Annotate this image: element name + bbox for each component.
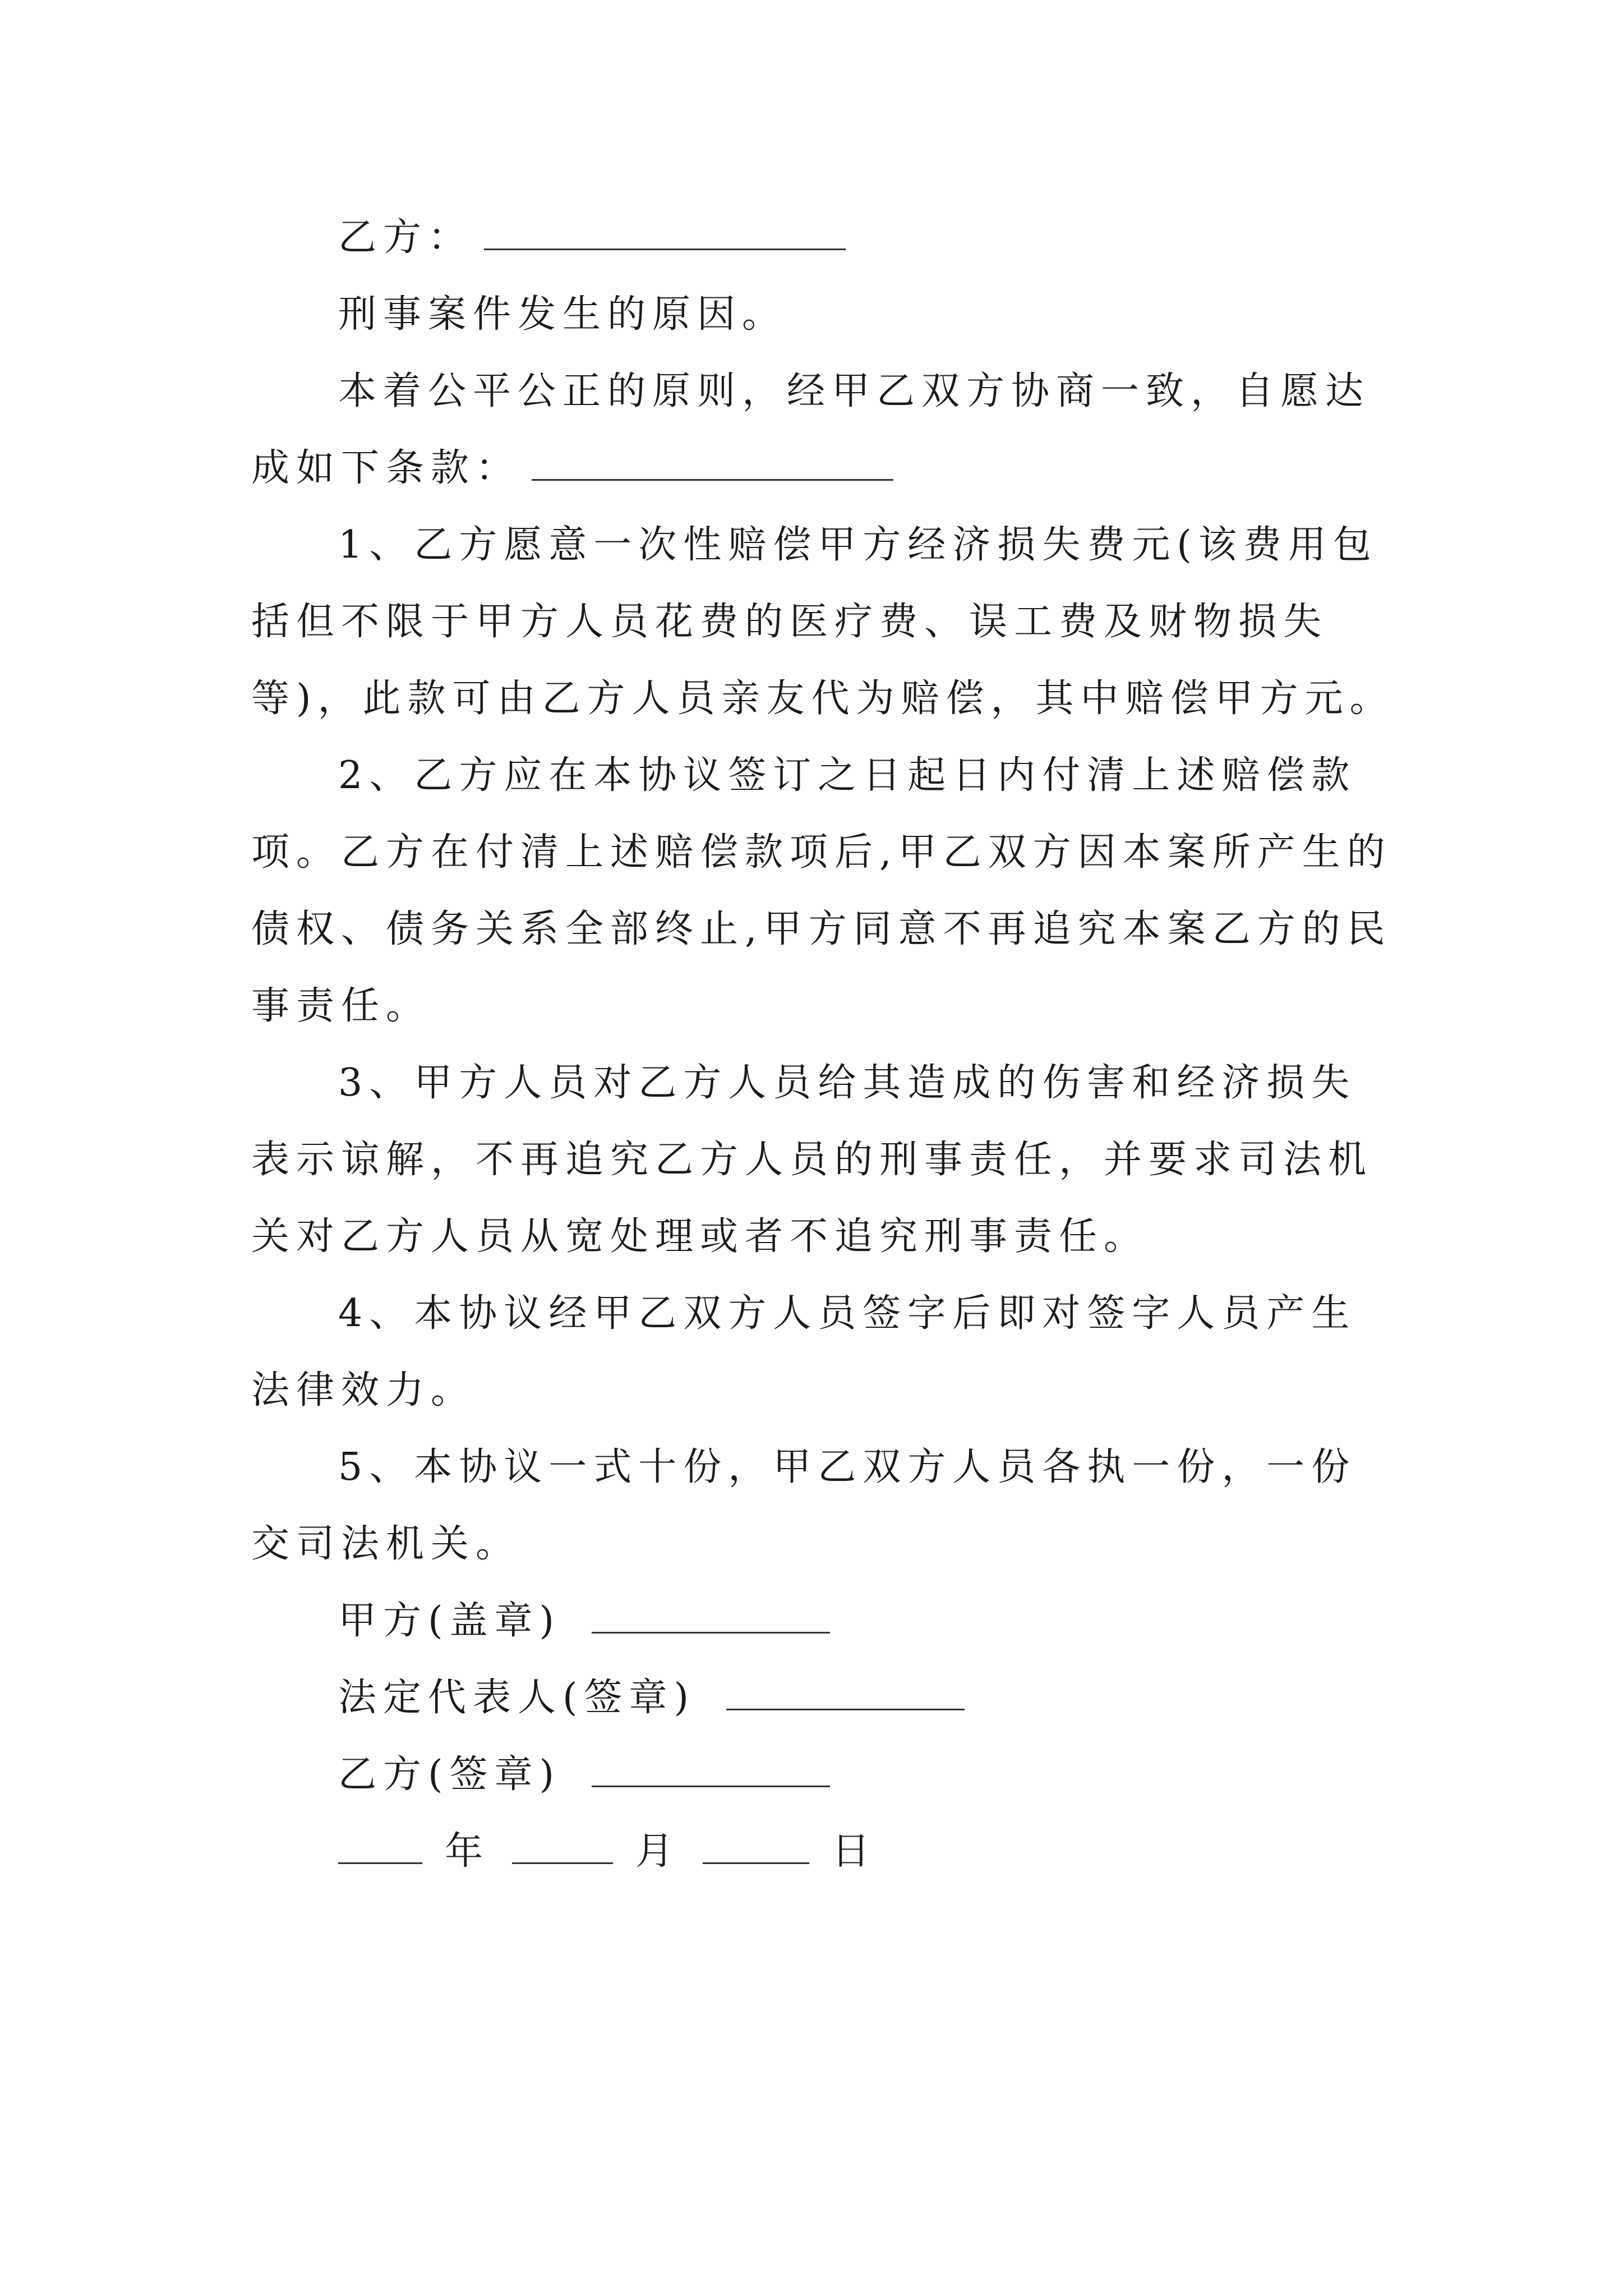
party-a-seal-blank[interactable] [592, 1591, 830, 1634]
party-b-sign-line [251, 1736, 1395, 1813]
party-b-sign-blank[interactable] [592, 1745, 830, 1787]
principle-paragraph [251, 353, 1395, 507]
party-b-blank[interactable] [484, 208, 846, 250]
month-blank[interactable] [512, 1822, 613, 1864]
party-b-line [251, 199, 1395, 276]
day-label: 日 [832, 1829, 877, 1874]
legal-rep-blank[interactable] [726, 1668, 965, 1710]
agreement-body [251, 199, 1395, 1890]
legal-rep-line [251, 1659, 1395, 1736]
party-a-seal-line [251, 1582, 1395, 1659]
clause-2: 2、乙方应在本协议签订之日起日内付清上述赔偿款项。乙方在付清上述赔偿款项后,甲乙双方因本案所产生的债权、债务关系全部终止,甲方同意不再追究本案乙方的民事责任。 [251, 753, 1392, 1028]
day-blank[interactable] [703, 1822, 809, 1864]
party-b-label: 乙方： [338, 215, 473, 260]
party-a-seal-label: 甲方(盖章) [338, 1599, 561, 1643]
year-blank[interactable] [338, 1822, 422, 1864]
year-label: 年 [445, 1829, 490, 1874]
clause-5: 5、本协议一式十份，甲乙双方人员各执一份，一份交司法机关。 [251, 1445, 1357, 1566]
clause-4: 4、本协议经甲乙双方人员签字后即对签字人员产生法律效力。 [251, 1291, 1357, 1412]
clause-3: 3、甲方人员对乙方人员给其造成的伤害和经济损失表示谅解，不再追究乙方人员的刑事责任，并要求司法机关对乙方人员从宽处理或者不追究刑事责任。 [251, 1061, 1373, 1259]
date-line [251, 1813, 1395, 1890]
clause-1: 1、乙方愿意一次性赔偿甲方经济损失费元(该费用包括但不限于甲方人员花费的医疗费、误工费及财物损失等)，此款可由乙方人员亲友代为赔偿，其中赔偿甲方元。 [251, 523, 1395, 721]
legal-rep-label: 法定代表人(签章) [338, 1676, 696, 1720]
party-b-sign-label: 乙方(签章) [338, 1752, 561, 1797]
cause-paragraph: 刑事案件发生的原因。 [338, 292, 787, 337]
month-label: 月 [635, 1829, 681, 1874]
terms-blank[interactable] [532, 439, 893, 481]
principle-text: 本着公平公正的原则，经甲乙双方协商一致，自愿达成如下条款： [251, 369, 1371, 490]
